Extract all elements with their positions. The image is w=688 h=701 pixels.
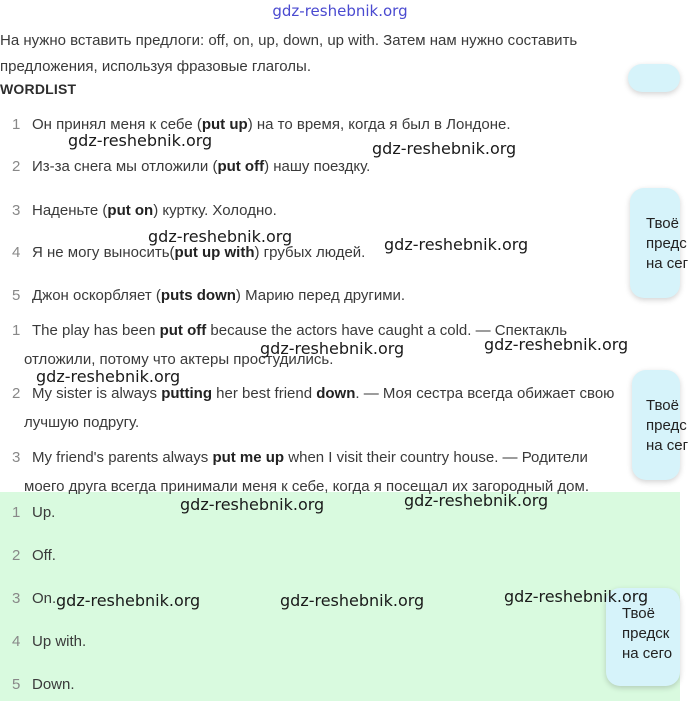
watermark: gdz-reshebnik.org bbox=[504, 587, 649, 606]
item-number: 2 bbox=[12, 158, 21, 175]
item-number: 2 bbox=[12, 547, 21, 564]
wordlist-heading: WORDLIST bbox=[0, 81, 77, 97]
list-item bbox=[0, 244, 365, 261]
item-text: Up. bbox=[32, 504, 56, 521]
list-item bbox=[0, 449, 588, 466]
item-text: Down. bbox=[32, 676, 75, 693]
phrasal-verb: putting bbox=[161, 385, 212, 402]
phrasal-verb: put up bbox=[201, 116, 248, 133]
item-number: 4 bbox=[12, 633, 21, 650]
item-text: Он принял меня к себе ( bbox=[32, 116, 202, 133]
chat-bubble-3[interactable]: Твоё предс на сег bbox=[632, 370, 680, 480]
item-text: ) куртку. Холодно. bbox=[153, 202, 277, 219]
watermark: gdz-reshebnik.org bbox=[384, 235, 529, 254]
item-text: ) грубых людей. bbox=[254, 244, 366, 261]
list-item bbox=[0, 633, 86, 650]
item-text: when I visit their country house. — Родители bbox=[284, 449, 588, 466]
list-item bbox=[0, 202, 277, 219]
item-number: 5 bbox=[12, 287, 21, 304]
list-item bbox=[0, 547, 56, 564]
item-number: 3 bbox=[12, 449, 21, 466]
item-text: ) нашу поездку. bbox=[264, 158, 371, 175]
watermark: gdz-reshebnik.org bbox=[260, 339, 405, 358]
chat-bubble-2[interactable]: Твоё предс на сег bbox=[630, 188, 680, 298]
watermark: gdz-reshebnik.org bbox=[180, 495, 325, 514]
watermark: gdz-reshebnik.org bbox=[36, 367, 181, 386]
item-text: Джон оскорбляет ( bbox=[32, 287, 161, 304]
item-text: On. bbox=[32, 590, 57, 607]
item-text: My sister is always bbox=[32, 385, 162, 402]
item-text: ) Марию перед другими. bbox=[235, 287, 406, 304]
watermark: gdz-reshebnik.org bbox=[484, 335, 629, 354]
list-item bbox=[0, 676, 75, 693]
list-item bbox=[0, 385, 614, 402]
watermark: gdz-reshebnik.org bbox=[148, 227, 293, 246]
item-text: Up with. bbox=[32, 633, 87, 650]
item-text: her best friend bbox=[212, 385, 317, 402]
item-number: 2 bbox=[12, 385, 21, 402]
chat-bubble-4[interactable]: Твоё предск на сего bbox=[606, 588, 680, 686]
item-number: 1 bbox=[12, 504, 21, 521]
item-number: 5 bbox=[12, 676, 21, 693]
watermark: gdz-reshebnik.org bbox=[372, 139, 517, 158]
item-number: 4 bbox=[12, 244, 21, 261]
list-item bbox=[0, 158, 370, 175]
item-text: because the actors have caught a cold. — Спектакль bbox=[206, 322, 568, 339]
intro-text: На нужно вставить предлоги: off, on, up, down, up with. Затем нам нужно составить предложения, используя фразовые глаголы. bbox=[0, 32, 578, 75]
list-item bbox=[0, 287, 405, 304]
list-item bbox=[0, 322, 567, 339]
item-number: 1 bbox=[12, 116, 21, 133]
watermark: gdz-reshebnik.org bbox=[404, 491, 549, 510]
site-watermark-top: gdz-reshebnik.org bbox=[272, 2, 408, 20]
item-text-continuation: отложили, потому что актеры простудились. bbox=[24, 351, 334, 368]
phrasal-verb: put up with bbox=[174, 244, 255, 261]
watermark: gdz-reshebnik.org bbox=[68, 131, 213, 150]
item-number: 1 bbox=[12, 322, 21, 339]
item-text: ) на то время, когда я был в Лондоне. bbox=[247, 116, 511, 133]
watermark: gdz-reshebnik.org bbox=[280, 591, 425, 610]
phrasal-verb: put off bbox=[217, 158, 265, 175]
item-number: 3 bbox=[12, 202, 21, 219]
list-item bbox=[0, 590, 56, 607]
item-text: . — Моя сестра всегда обижает свою bbox=[355, 385, 615, 402]
phrasal-verb: down bbox=[316, 385, 356, 402]
item-text-continuation: моего друга всегда принимали меня к себе, когда я посещал их загородный дом. bbox=[24, 478, 589, 495]
item-text: Я не могу выносить( bbox=[32, 244, 175, 261]
chat-bubble-1[interactable] bbox=[628, 64, 680, 92]
watermark: gdz-reshebnik.org bbox=[56, 591, 201, 610]
phrasal-verb: put on bbox=[107, 202, 154, 219]
item-text: The play has been bbox=[32, 322, 160, 339]
item-text: Наденьте ( bbox=[32, 202, 108, 219]
item-text-continuation: лучшую подругу. bbox=[24, 414, 140, 431]
item-number: 3 bbox=[12, 590, 21, 607]
phrasal-verb: puts down bbox=[160, 287, 236, 304]
item-text: Из-за снега мы отложили ( bbox=[32, 158, 218, 175]
phrasal-verb: put off bbox=[159, 322, 207, 339]
item-text: Off. bbox=[32, 547, 56, 564]
item-text: My friend's parents always bbox=[32, 449, 213, 466]
phrasal-verb: put me up bbox=[212, 449, 285, 466]
list-item bbox=[0, 504, 55, 521]
